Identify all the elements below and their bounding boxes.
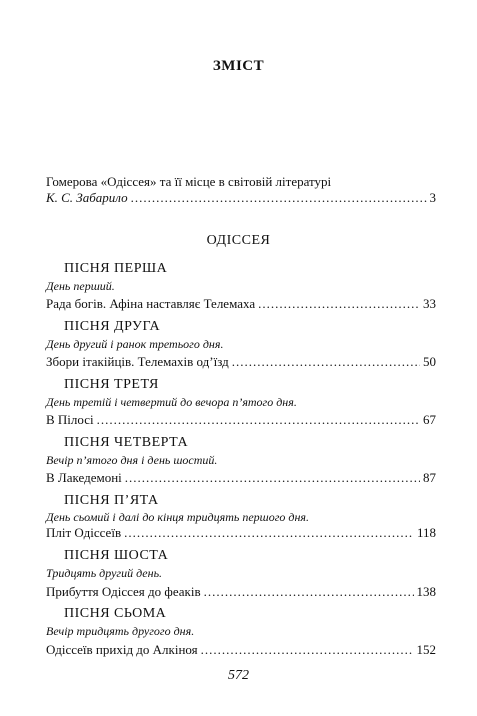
song-title: ПІСНЯ ТРЕТЯ <box>64 377 159 392</box>
toc-entry[interactable] <box>46 296 436 312</box>
entry-label: Рада богів. Афіна наставляє Телемаха <box>46 296 256 311</box>
toc-entry[interactable] <box>46 412 436 428</box>
page-number: 50 <box>423 354 436 369</box>
entry-label: Збори ітакійців. Телемахів од’їзд <box>46 354 229 369</box>
toc-entry[interactable] <box>46 584 436 600</box>
page-number: 67 <box>423 412 436 427</box>
page-title: ЗМІСТ <box>212 58 265 74</box>
folio-page-number: 572 <box>228 668 249 683</box>
song-day: День другий і ранок третього дня. <box>46 337 224 351</box>
song-day: Тридцять другий день. <box>46 566 163 580</box>
song-day: День третій і четвертий до вечора п’ятого дня. <box>46 395 297 409</box>
song-title: ПІСНЯ П’ЯТА <box>64 493 159 508</box>
song-title: ПІСНЯ ПЕРША <box>64 261 168 276</box>
leader-dots <box>201 642 414 658</box>
page-number: 138 <box>416 584 436 599</box>
leader-dots <box>124 525 414 541</box>
toc-entry-intro[interactable] <box>46 190 436 206</box>
page-number: 87 <box>423 470 436 485</box>
entry-label: Одіссеїв прихід до Алкіноя <box>46 642 198 657</box>
page-number: 3 <box>429 190 436 205</box>
song-title: ПІСНЯ ШОСТА <box>64 548 169 563</box>
intro-article-title: Гомерова «Одіссея» та її місце в світовій літературі <box>46 174 332 189</box>
song-title: ПІСНЯ СЬОМА <box>64 606 167 621</box>
song-day: День перший. <box>46 279 115 293</box>
toc-entry[interactable] <box>46 470 436 486</box>
song-title: ПІСНЯ ЧЕТВЕРТА <box>64 435 189 450</box>
song-day: Вечір тридцять другого дня. <box>46 624 195 638</box>
toc-entry[interactable] <box>46 525 436 541</box>
toc-entry[interactable] <box>46 642 436 658</box>
entry-label: Пліт Одіссеїв <box>46 525 122 540</box>
leader-dots <box>204 584 414 600</box>
page-number: 152 <box>416 642 436 657</box>
part-title: ОДІССЕЯ <box>206 233 271 248</box>
leader-dots <box>258 296 420 312</box>
toc-entry[interactable] <box>46 354 436 370</box>
leader-dots <box>97 412 420 428</box>
entry-label: В Лакедемоні <box>46 470 122 485</box>
leader-dots <box>125 470 420 486</box>
entry-label: Прибуття Одіссея до феаків <box>46 584 201 599</box>
entry-label: В Пілосі <box>46 412 94 427</box>
page-number: 33 <box>423 296 436 311</box>
leader-dots <box>232 354 420 370</box>
leader-dots <box>131 190 427 206</box>
page-number: 118 <box>416 525 436 540</box>
song-title: ПІСНЯ ДРУГА <box>64 319 161 334</box>
song-day: Вечір п’ятого дня і день шостий. <box>46 453 218 467</box>
intro-author: К. С. Забарило <box>46 190 128 205</box>
song-day: День сьомий і далі до кінця тридцять першого дня. <box>46 510 309 524</box>
